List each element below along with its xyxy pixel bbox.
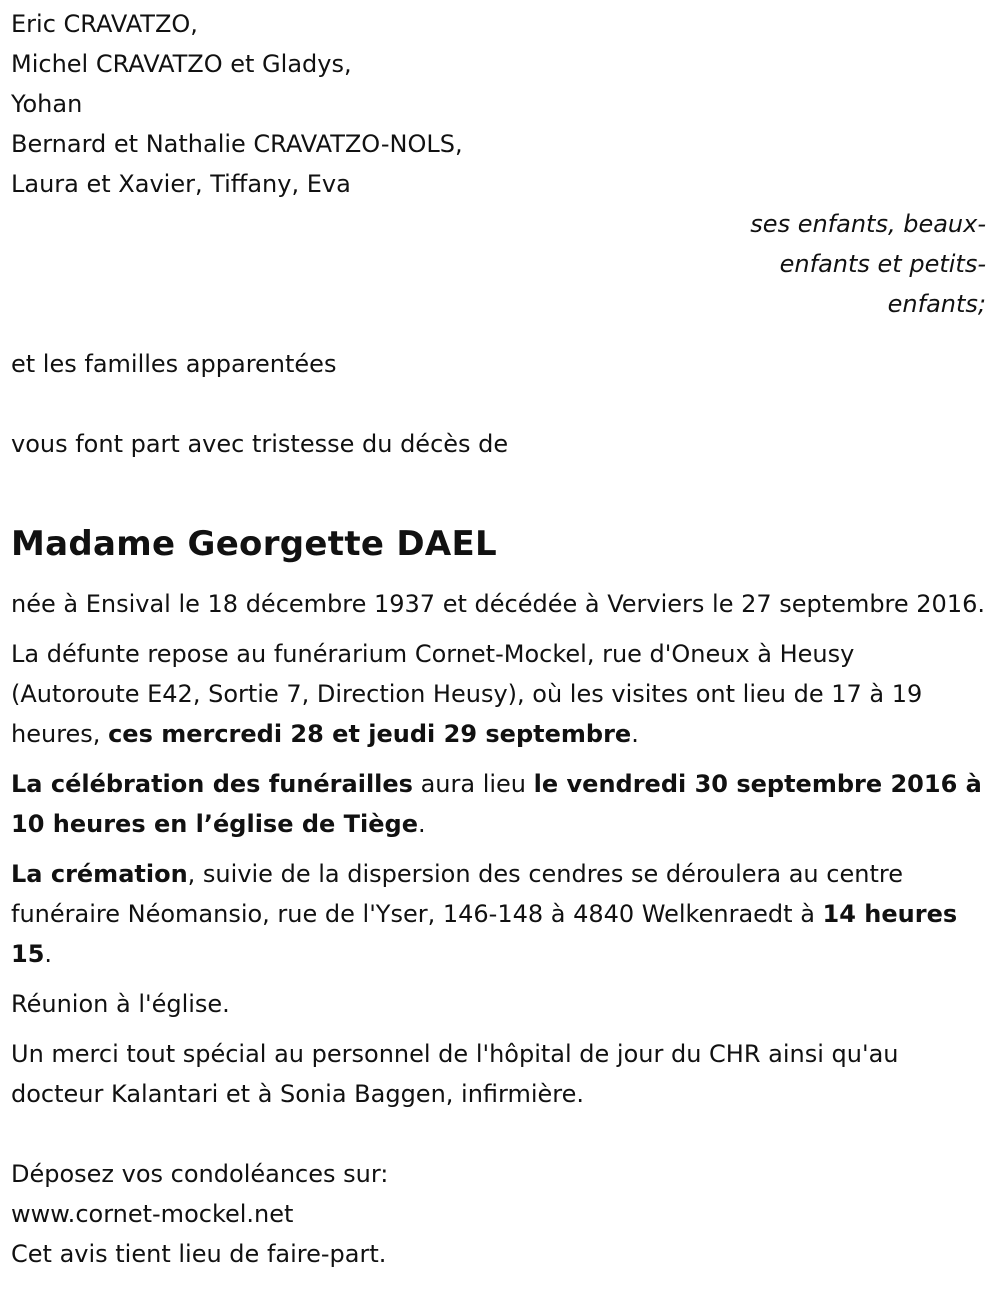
condolences-label: Déposez vos condoléances sur: xyxy=(11,1160,389,1188)
website-link[interactable]: www.cornet-mockel.net xyxy=(11,1200,294,1228)
signer-line: Michel CRAVATZO et Gladys, xyxy=(11,50,352,78)
cremation-text: , suivie de la dispersion des cendres se déroulera au centre funéraire Néomansio, rue de l'Yser, 146-148 à 4840 Welkenraedt à xyxy=(11,860,903,928)
thanks-paragraph: Un merci tout spécial au personnel de l'hôpital de jour du CHR ainsi qu'au docteur Kalantari et à Sonia Baggen, infirmière. xyxy=(11,1040,899,1108)
cremation-title: La crémation xyxy=(11,860,188,888)
cremation-paragraph xyxy=(11,854,986,974)
cremation-time: 14 heures 15 xyxy=(11,900,958,968)
signer-line: Eric CRAVATZO, xyxy=(11,10,198,38)
relation-line: enfants et petits- xyxy=(779,250,986,278)
signer-line: Yohan xyxy=(11,90,83,118)
visits-dates: ces mercredi 28 et jeudi 29 septembre xyxy=(108,720,632,748)
funeral-title: La célébration des funérailles xyxy=(11,770,413,798)
signer-line: Laura et Xavier, Tiffany, Eva xyxy=(11,170,351,198)
signers-list xyxy=(11,4,986,204)
families-line: et les familles apparentées xyxy=(11,350,337,378)
deceased-name: Madame Georgette DAEL xyxy=(11,524,498,564)
relation-note xyxy=(11,204,986,324)
visits-text: La défunte repose au funérarium Cornet-Mockel, rue d'Oneux à Heusy (Autoroute E42, Sortie 7, Direction Heusy), où les visites ont lieu de 17 à 19 heures, xyxy=(11,640,923,748)
visits-end: . xyxy=(631,720,639,748)
funeral-paragraph xyxy=(11,764,986,844)
funeral-details: le vendredi 30 septembre 2016 à 10 heures en l’église de Tiège xyxy=(11,770,982,838)
funeral-end: . xyxy=(418,810,426,838)
notice-line: Cet avis tient lieu de faire-part. xyxy=(11,1240,387,1268)
relation-line: ses enfants, beaux- xyxy=(750,210,986,238)
obituary-notice xyxy=(11,4,986,1274)
announcement-intro: vous font part avec tristesse du décès de xyxy=(11,430,509,458)
meeting-paragraph: Réunion à l'église. xyxy=(11,990,230,1018)
birth-death-paragraph: née à Ensival le 18 décembre 1937 et décédée à Verviers le 27 septembre 2016. xyxy=(11,590,985,618)
closing-block xyxy=(11,1154,986,1274)
visits-paragraph xyxy=(11,634,986,754)
funeral-text: aura lieu xyxy=(412,770,534,798)
relation-line: enfants; xyxy=(887,290,986,318)
cremation-end: . xyxy=(44,940,53,968)
signer-line: Bernard et Nathalie CRAVATZO-NOLS, xyxy=(11,130,463,158)
